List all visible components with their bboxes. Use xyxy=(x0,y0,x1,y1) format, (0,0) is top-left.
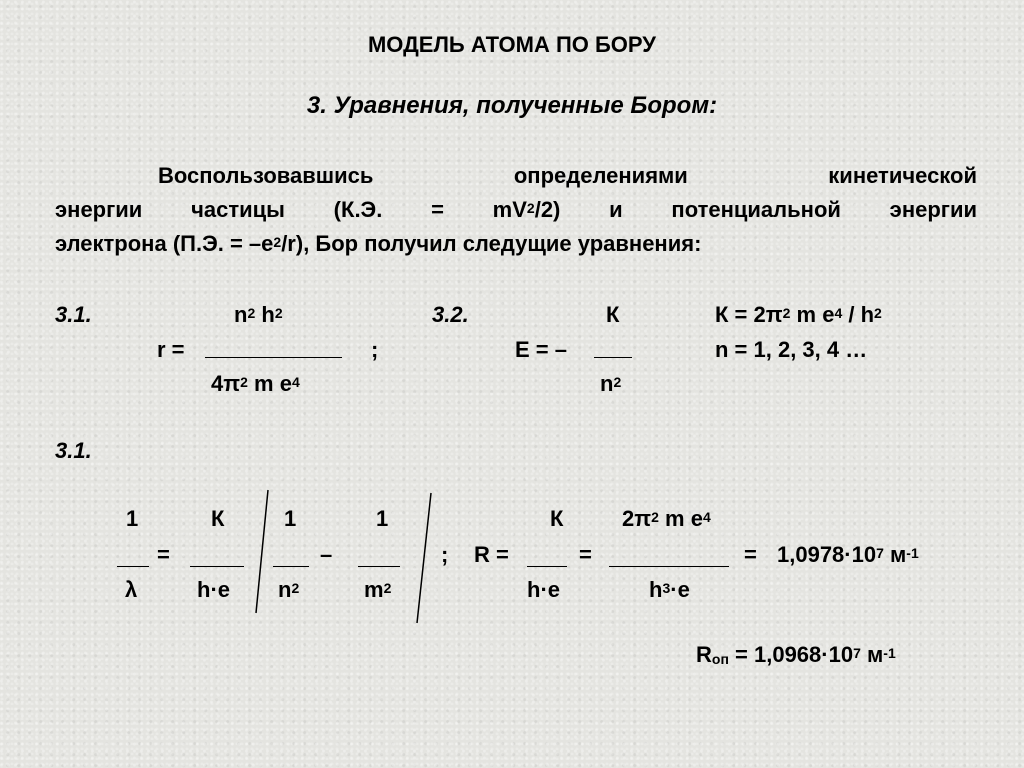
equals-sign-1: = xyxy=(157,542,170,567)
frac3-numerator: 1 xyxy=(284,506,297,531)
eq31-semicolon: ; xyxy=(371,337,379,362)
frac3-denominator: $n^2$ xyxy=(278,577,300,602)
page-title: МОДЕЛЬ АТОМА ПО БОРУ xyxy=(367,32,656,57)
equals-sign-3: = xyxy=(744,542,757,567)
eq32-e-label: E = – xyxy=(515,337,567,362)
semicolon-sign: ; xyxy=(441,542,449,567)
paragraph-line-2: энергии частицы (К.Э. = $mV^2/2$) и потенциальной энергии xyxy=(55,197,977,222)
rydberg-value: $1,0978\cdot 10^7$ $м^{-1}$ xyxy=(777,542,919,567)
right-bracket-line xyxy=(417,493,431,623)
frac5-numerator: К xyxy=(550,506,564,531)
rydberg-label: R = xyxy=(474,542,509,567)
paragraph-line-1: Воспользовавшись определениями кинетической xyxy=(158,163,977,188)
frac1-numerator: 1 xyxy=(126,506,139,531)
section-subtitle: 3. Уравнения, полученные Бором: xyxy=(306,92,718,119)
equation-label-3-1: 3.1. xyxy=(55,302,92,327)
eq31-r-label: r = xyxy=(157,337,185,362)
rydberg-experimental: $R_{оп} = 1,0968\cdot 10^7$ $м^{-1}$ xyxy=(696,642,896,667)
frac2-numerator: К xyxy=(211,506,225,531)
frac4-denominator: $m^2$ xyxy=(364,577,392,602)
frac4-numerator: 1 xyxy=(376,506,389,531)
frac5-denominator: h·e xyxy=(527,577,560,602)
k-definition: $К = 2\pi^2$ m $e^4 / h^2$ xyxy=(715,302,882,327)
frac1-denominator: λ xyxy=(125,577,138,602)
n-definition: n = 1, 2, 3, 4 … xyxy=(715,337,868,362)
eq31-numerator: $n^2$ $h^2$ xyxy=(234,302,283,327)
eq32-denominator: $n^2$ xyxy=(600,371,622,396)
equation-label-3-1-second: 3.1. xyxy=(55,438,92,463)
minus-sign: – xyxy=(320,542,333,567)
eq32-numerator: К xyxy=(606,302,620,327)
equation-label-3-2: 3.2. xyxy=(432,302,469,327)
eq31-denominator: $4\pi^2$ m $e^4$ xyxy=(211,371,300,396)
left-bracket-line xyxy=(256,490,268,613)
paragraph-line-3: электрона (П.Э. = $-e^2/r$), Бор получил следущие уравнения: xyxy=(55,231,702,256)
frac6-denominator: $h^3\cdot e$ xyxy=(649,577,690,602)
frac6-numerator: $2\pi^2$ m $e^4$ xyxy=(622,506,711,531)
equals-sign-2: = xyxy=(579,542,592,567)
frac2-denominator: h·e xyxy=(197,577,230,602)
